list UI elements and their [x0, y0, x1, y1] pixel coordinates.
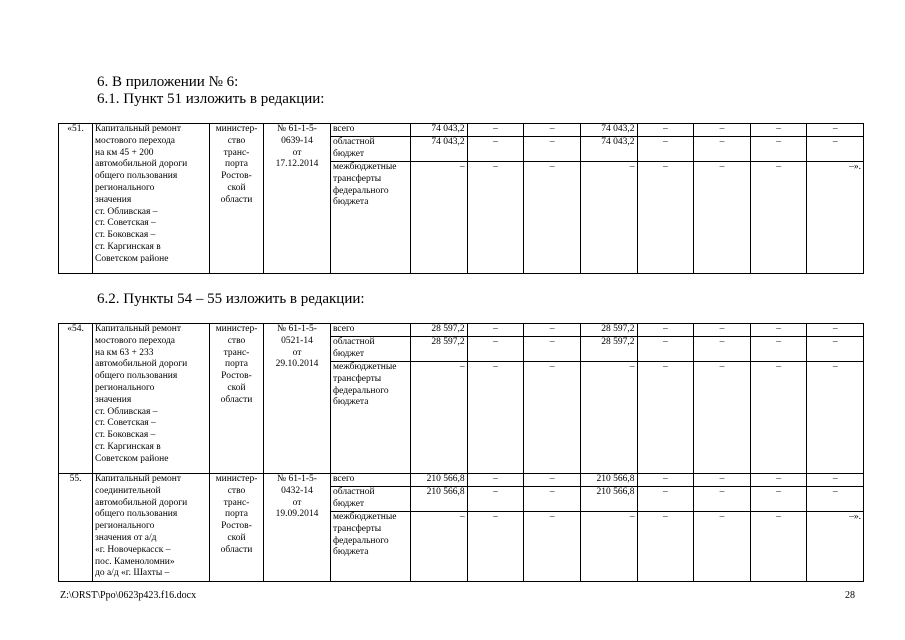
- amount-cell: –: [637, 512, 694, 582]
- amount-cell: –: [524, 512, 581, 582]
- amount-cell: –: [637, 362, 694, 474]
- amount-cell: –: [467, 474, 524, 487]
- amount-cell: –: [524, 362, 581, 474]
- amount-cell: 74 043,2: [411, 137, 468, 162]
- amount-cell: –: [694, 162, 751, 274]
- amount-cell: 74 043,2: [580, 137, 637, 162]
- amount-cell: –: [807, 474, 864, 487]
- funding-source-cell: всего: [331, 124, 411, 137]
- item-number-cell: 55.: [59, 474, 93, 582]
- amount-cell: 210 566,8: [580, 487, 637, 512]
- amount-cell: –: [807, 337, 864, 362]
- amount-cell: –: [694, 337, 751, 362]
- amount-cell: –: [467, 162, 524, 274]
- item-number-cell: «51.: [59, 124, 93, 274]
- table-item-51: [58, 123, 864, 274]
- table-items-54-55: [58, 323, 864, 582]
- amount-cell: –: [694, 324, 751, 337]
- amount-cell: –: [524, 474, 581, 487]
- amount-cell: –: [580, 512, 637, 582]
- amount-cell: –: [637, 124, 694, 137]
- heading-item-51: 6.1. Пункт 51 изложить в редакции:: [97, 91, 325, 107]
- amount-cell: –: [807, 124, 864, 137]
- table-row: [59, 124, 864, 137]
- amount-cell: –: [694, 124, 751, 137]
- ministry-cell: министер- ство транс- порта Ростов- ской области: [210, 474, 264, 582]
- amount-cell: –: [750, 137, 807, 162]
- amount-cell: –: [411, 162, 468, 274]
- amount-cell: –: [750, 162, 807, 274]
- ministry-cell: министер- ство транс- порта Ростов- ской области: [210, 324, 264, 474]
- amount-cell: –».: [807, 162, 864, 274]
- amount-cell: –: [467, 337, 524, 362]
- item-number-cell: «54.: [59, 324, 93, 474]
- amount-cell: –: [750, 337, 807, 362]
- amount-cell: –: [694, 362, 751, 474]
- amount-cell: –: [524, 324, 581, 337]
- amount-cell: –: [411, 362, 468, 474]
- object-name-cell: Капитальный ремонт мостового перехода на км 45 + 200 автомобильной дороги общего пользования регионального значения ст. Обливская – ст. Советская – ст. Боковская – ст. Каргинская в Советском районе: [93, 124, 210, 274]
- amount-cell: –: [750, 324, 807, 337]
- amount-cell: –: [524, 162, 581, 274]
- funding-source-cell: областной бюджет: [331, 137, 411, 162]
- amount-cell: –: [694, 512, 751, 582]
- amount-cell: –: [807, 487, 864, 512]
- document-number-cell: № 61-1-5- 0521-14 от 29.10.2014: [264, 324, 331, 474]
- funding-source-cell: всего: [331, 324, 411, 337]
- amount-cell: –: [807, 324, 864, 337]
- ministry-cell: министер- ство транс- порта Ростов- ской области: [210, 124, 264, 274]
- amount-cell: –: [467, 124, 524, 137]
- amount-cell: –: [637, 324, 694, 337]
- heading-appendix: 6. В приложении № 6:: [97, 74, 239, 90]
- amount-cell: –: [467, 137, 524, 162]
- amount-cell: –: [637, 487, 694, 512]
- object-name-cell: Капитальный ремонт мостового перехода на км 63 + 233 автомобильной дороги общего пользования регионального значения ст. Обливская – ст. Советская – ст. Боковская – ст. Каргинская в Советском районе: [93, 324, 210, 474]
- amount-cell: –: [467, 324, 524, 337]
- amount-cell: –: [580, 162, 637, 274]
- document-number-cell: № 61-1-5- 0432-14 от 19.09.2014: [264, 474, 331, 582]
- amount-cell: –: [750, 474, 807, 487]
- amount-cell: –: [524, 137, 581, 162]
- amount-cell: 210 566,8: [411, 474, 468, 487]
- amount-cell: –: [694, 487, 751, 512]
- funding-source-cell: межбюджетные трансферты федерального бюджета: [331, 162, 411, 274]
- amount-cell: –: [750, 124, 807, 137]
- amount-cell: –: [411, 512, 468, 582]
- amount-cell: –».: [807, 512, 864, 582]
- amount-cell: –: [750, 487, 807, 512]
- amount-cell: 210 566,8: [411, 487, 468, 512]
- amount-cell: –: [750, 362, 807, 474]
- amount-cell: –: [467, 487, 524, 512]
- table-row: [59, 324, 864, 337]
- amount-cell: 28 597,2: [411, 337, 468, 362]
- funding-source-cell: межбюджетные трансферты федерального бюджета: [331, 512, 411, 582]
- amount-cell: –: [750, 512, 807, 582]
- funding-source-cell: всего: [331, 474, 411, 487]
- amount-cell: 210 566,8: [580, 474, 637, 487]
- footer-file-path: Z:\ORST\Ppo\0623p423.f16.docx: [60, 590, 197, 601]
- amount-cell: –: [467, 512, 524, 582]
- amount-cell: –: [694, 474, 751, 487]
- amount-cell: –: [580, 362, 637, 474]
- amount-cell: 28 597,2: [411, 324, 468, 337]
- object-name-cell: Капитальный ремонт соединительной автомобильной дороги общего пользования регионального значения от а/д «г. Новочеркасск – пос. Каменоломни» до а/д «г. Шахты –: [93, 474, 210, 582]
- amount-cell: –: [637, 137, 694, 162]
- amount-cell: –: [524, 487, 581, 512]
- amount-cell: 28 597,2: [580, 337, 637, 362]
- amount-cell: –: [637, 474, 694, 487]
- funding-source-cell: областной бюджет: [331, 487, 411, 512]
- amount-cell: –: [694, 137, 751, 162]
- funding-source-cell: областной бюджет: [331, 337, 411, 362]
- amount-cell: –: [637, 162, 694, 274]
- funding-source-cell: межбюджетные трансферты федерального бюджета: [331, 362, 411, 474]
- amount-cell: 74 043,2: [580, 124, 637, 137]
- amount-cell: –: [637, 337, 694, 362]
- amount-cell: –: [524, 337, 581, 362]
- amount-cell: –: [524, 124, 581, 137]
- footer-page-number: 28: [845, 590, 855, 601]
- amount-cell: –: [807, 137, 864, 162]
- amount-cell: –: [467, 362, 524, 474]
- heading-items-54-55: 6.2. Пункты 54 – 55 изложить в редакции:: [97, 291, 365, 307]
- amount-cell: 28 597,2: [580, 324, 637, 337]
- amount-cell: –: [807, 362, 864, 474]
- table-row: [59, 474, 864, 487]
- amount-cell: 74 043,2: [411, 124, 468, 137]
- document-number-cell: № 61-1-5- 0639-14 от 17.12.2014: [264, 124, 331, 274]
